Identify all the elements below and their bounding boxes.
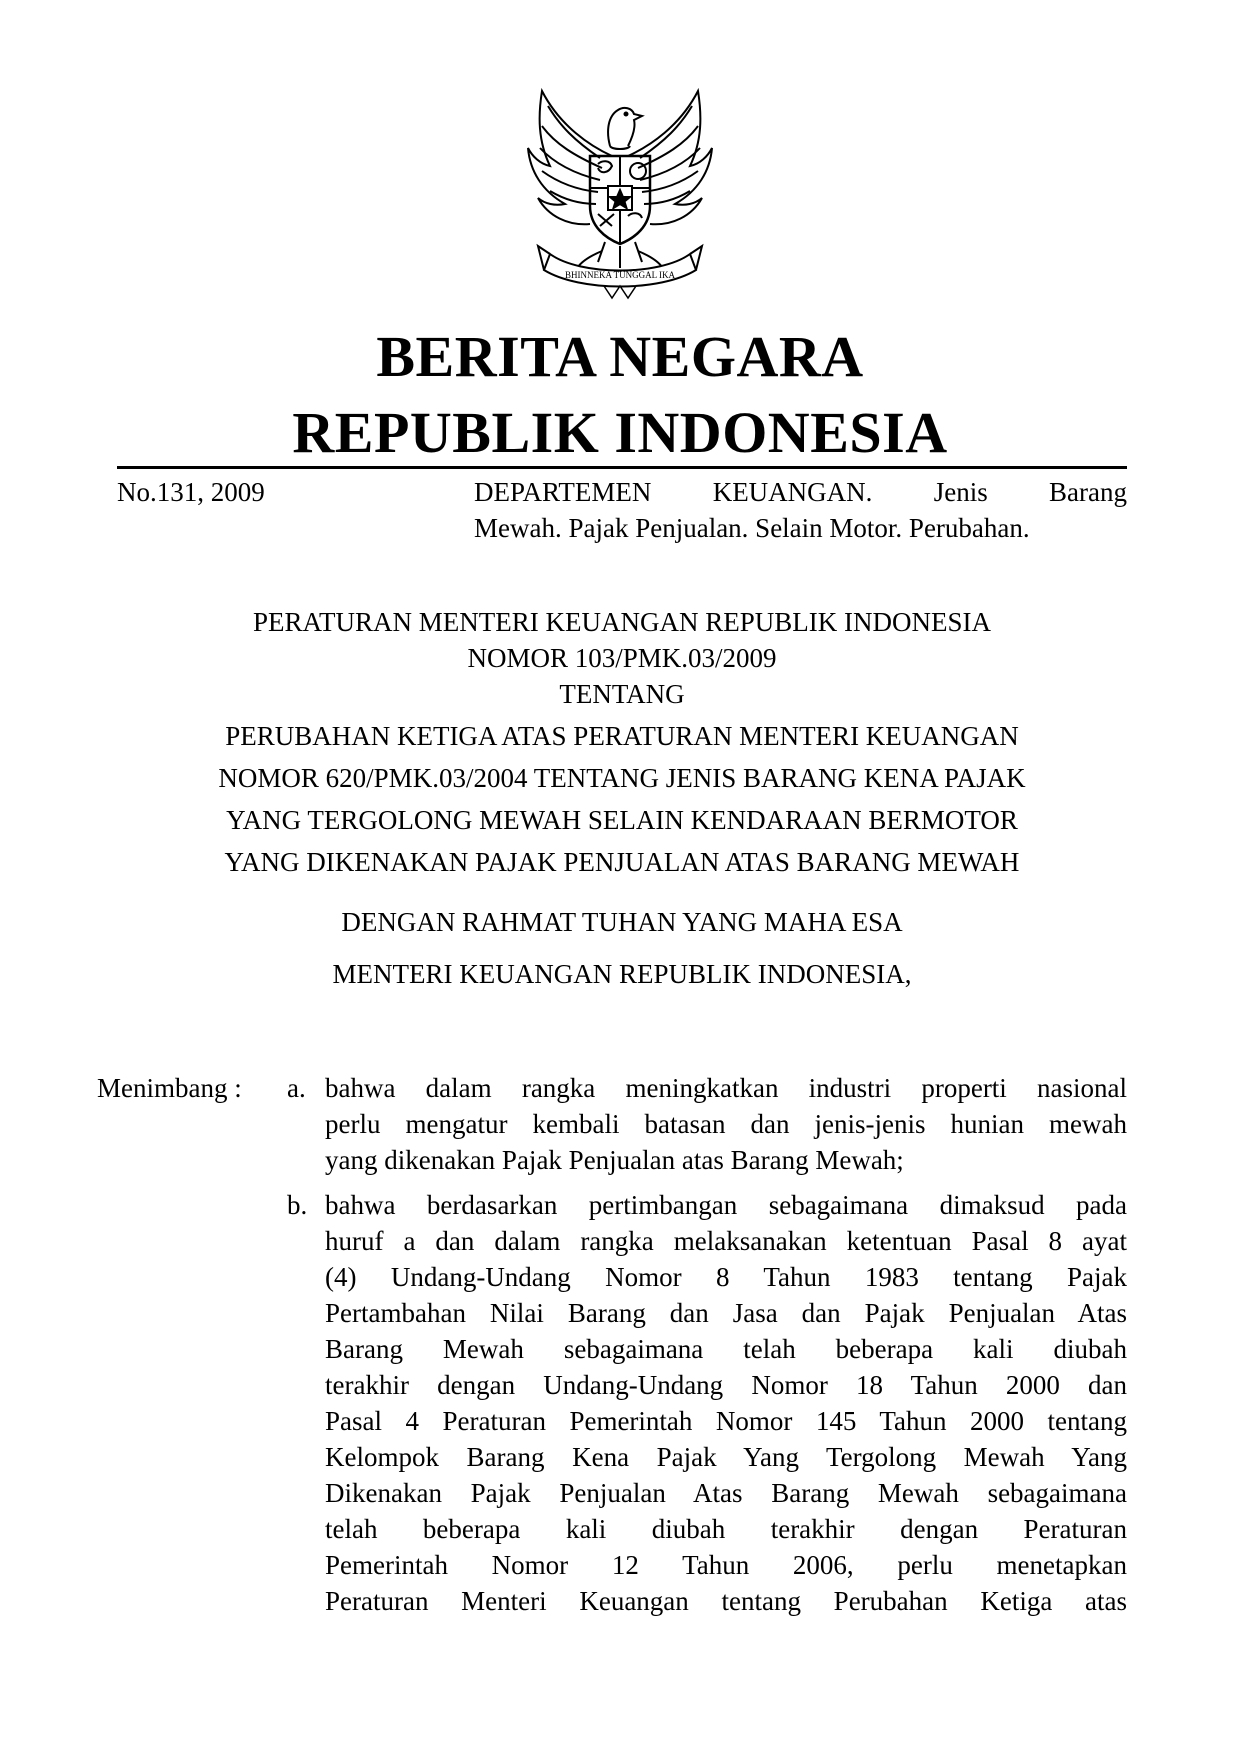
- regulation-subject-line-2: NOMOR 620/PMK.03/2004 TENTANG JENIS BARANG KENA PAJAK: [218, 763, 1026, 793]
- preamble-line-2: MENTERI KEUANGAN REPUBLIK INDONESIA,: [332, 959, 912, 989]
- text-line: Pertambahan Nilai Barang dan Jasa dan Pajak Penjualan Atas: [325, 1298, 1127, 1328]
- text-line: Dikenakan Pajak Penjualan Atas Barang Mewah sebagaimana: [325, 1478, 1127, 1508]
- regulation-number: NOMOR 103/PMK.03/2009: [467, 643, 777, 673]
- gazette-number: No.131, 2009: [117, 477, 265, 507]
- department-line-1: DEPARTEMEN KEUANGAN. Jenis Barang: [474, 477, 1127, 507]
- text-line: Pemerintah Nomor 12 Tahun 2006, perlu menetapkan: [325, 1550, 1127, 1580]
- item-b-text: [325, 1187, 1127, 1619]
- text-line: bahwa berdasarkan pertimbangan sebagaimana dimaksud pada: [325, 1190, 1127, 1220]
- item-a-text: [325, 1070, 1127, 1178]
- text-line: huruf a dan dalam rangka melaksanakan ketentuan Pasal 8 ayat: [325, 1226, 1127, 1256]
- regulation-title-line-1: PERATURAN MENTERI KEUANGAN REPUBLIK INDONESIA: [253, 607, 991, 637]
- regulation-subject-line-1: PERUBAHAN KETIGA ATAS PERATURAN MENTERI KEUANGAN: [225, 721, 1019, 751]
- considering-label: Menimbang :: [97, 1073, 242, 1103]
- text-line: perlu mengatur kembali batasan dan jenis-jenis hunian mewah: [325, 1109, 1127, 1139]
- text-line: terakhir dengan Undang-Undang Nomor 18 Tahun 2000 dan: [325, 1370, 1127, 1400]
- item-a-marker: a.: [287, 1073, 306, 1103]
- regulation-about: TENTANG: [559, 679, 685, 709]
- preamble-line-1: DENGAN RAHMAT TUHAN YANG MAHA ESA: [341, 907, 903, 937]
- garuda-pancasila-emblem-icon: [520, 86, 720, 300]
- department-line-2: Mewah. Pajak Penjualan. Selain Motor. Perubahan.: [474, 513, 1030, 543]
- text-line: yang dikenakan Pajak Penjualan atas Barang Mewah;: [325, 1145, 904, 1175]
- masthead-subtitle: REPUBLIK INDONESIA: [292, 400, 948, 465]
- regulation-subject-line-3: YANG TERGOLONG MEWAH SELAIN KENDARAAN BERMOTOR: [226, 805, 1018, 835]
- text-line: telah beberapa kali diubah terakhir dengan Peraturan: [325, 1514, 1127, 1544]
- svg-text:BHINNEKA TUNGGAL IKA: BHINNEKA TUNGGAL IKA: [565, 270, 675, 280]
- masthead-title: BERITA NEGARA: [376, 324, 864, 389]
- item-b-marker: b.: [287, 1190, 308, 1220]
- text-line: Peraturan Menteri Keuangan tentang Perubahan Ketiga atas: [325, 1586, 1127, 1616]
- text-line: Barang Mewah sebagaimana telah beberapa kali diubah: [325, 1334, 1127, 1364]
- text-line: Pasal 4 Peraturan Pemerintah Nomor 145 Tahun 2000 tentang: [325, 1406, 1127, 1436]
- text-line: bahwa dalam rangka meningkatkan industri properti nasional: [325, 1073, 1127, 1103]
- text-line: (4) Undang-Undang Nomor 8 Tahun 1983 tentang Pajak: [325, 1262, 1127, 1292]
- header-divider: [117, 466, 1127, 469]
- regulation-subject-line-4: YANG DIKENAKAN PAJAK PENJUALAN ATAS BARANG MEWAH: [224, 847, 1020, 877]
- text-line: Kelompok Barang Kena Pajak Yang Tergolong Mewah Yang: [325, 1442, 1127, 1472]
